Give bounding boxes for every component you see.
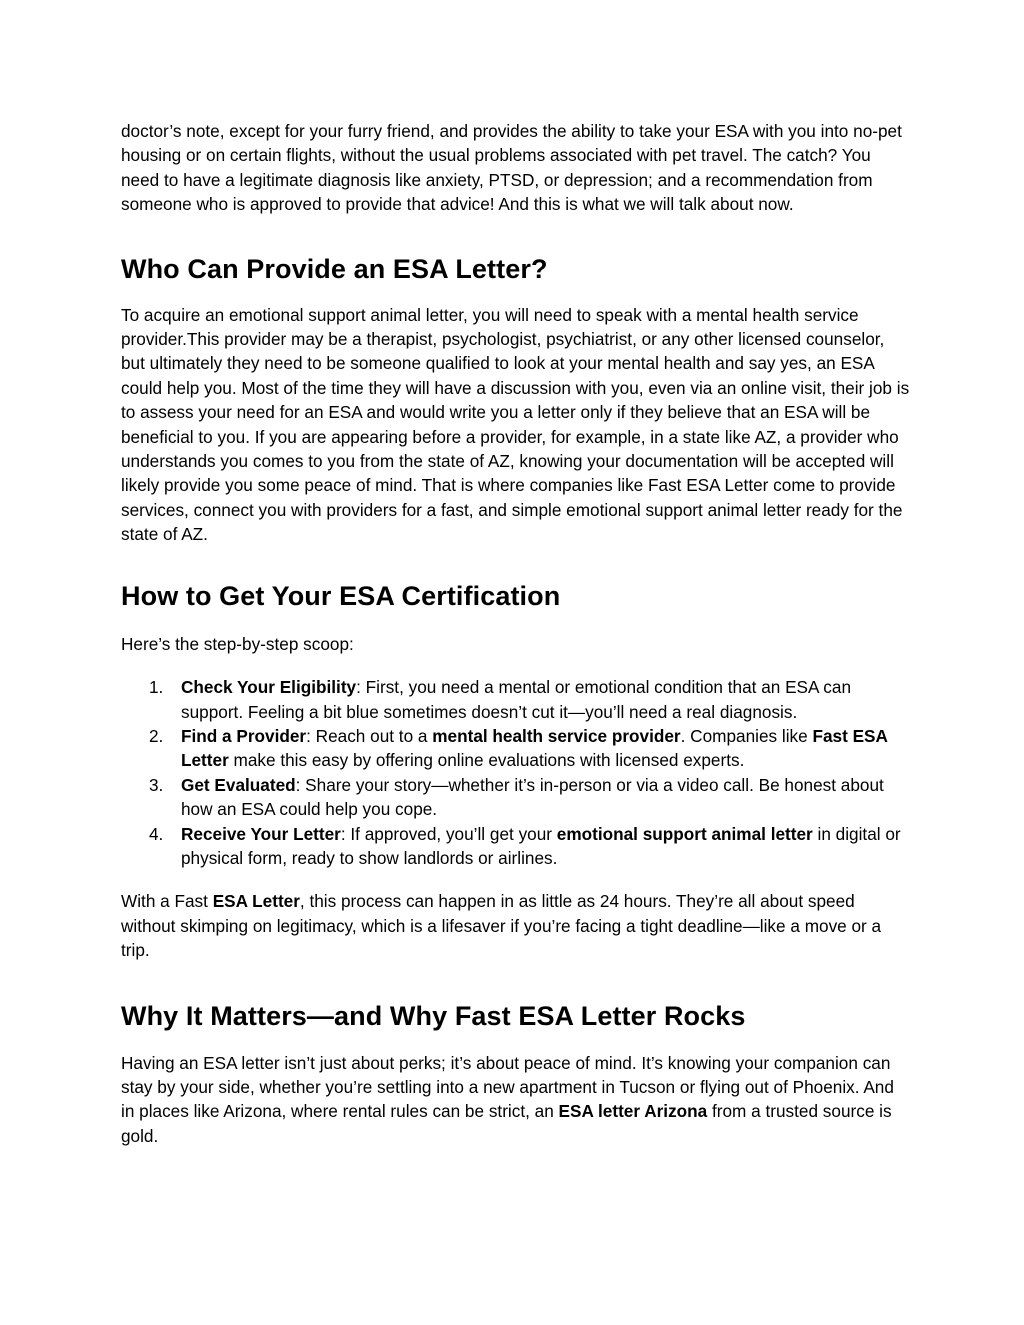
- why-it-matters-heading: Why It Matters—and Why Fast ESA Letter Rocks: [121, 1000, 746, 1031]
- how-to-get-heading: How to Get Your ESA Certification: [121, 580, 561, 611]
- step-title: Receive Your Letter: [181, 823, 341, 844]
- closing-text: With a Fast: [121, 891, 213, 912]
- step-text: : First, you need a mental or emotional condition that an ESA can support. Feeling a bit blue sometimes doesn’t cut it—you’ll need a real diagnosis.: [181, 677, 852, 722]
- list-item: [121, 675, 911, 724]
- why-it-matters-paragraph: [121, 1051, 911, 1149]
- step-text: : Share your story—whether it’s in-person or via a video call. Be honest about how an ESA could help you cope.: [181, 774, 884, 820]
- step-text: in digital or physical form, ready to show landlords or airlines.: [181, 823, 901, 868]
- closing-text: , this process can happen in as little as 24 hours. They’re all about speed without skimping on legitimacy, which is a lifesaver if you’re facing a tight deadline—like a move or a trip.: [121, 891, 882, 961]
- list-number: 3.: [149, 774, 164, 795]
- document-page: [121, 119, 911, 1148]
- list-item: [121, 724, 911, 773]
- who-can-provide-heading: Who Can Provide an ESA Letter?: [121, 253, 548, 284]
- why-bold-text: ESA letter Arizona: [558, 1101, 708, 1122]
- why-text: from a trusted source is gold.: [121, 1101, 892, 1146]
- list-item: [121, 822, 911, 871]
- step-text: . Companies like: [680, 725, 813, 746]
- step-text: : Reach out to a: [306, 725, 433, 746]
- step-text: make this easy by offering online evaluations with licensed experts.: [228, 750, 745, 771]
- closing-paragraph: [121, 889, 911, 962]
- intro-paragraph: doctor’s note, except for your furry friend, and provides the ability to take your ESA with you into no-pet housing or on certain flights, without the usual problems associated with pet travel. The catch? You need to have a legitimate diagnosis like anxiety, PTSD, or depression; and a recommendation from someone who is approved to provide that advice! And this is what we will talk about now.: [121, 121, 902, 215]
- list-item: [121, 773, 911, 822]
- step-bold-text: mental health service provider: [432, 725, 681, 746]
- step-bold-text: Fast ESA Letter: [181, 725, 888, 771]
- step-bold-text: emotional support animal letter: [556, 823, 813, 844]
- step-title: Check Your Eligibility: [181, 677, 357, 698]
- step-text: : If approved, you’ll get your: [340, 823, 557, 844]
- why-text: Having an ESA letter isn’t just about perks; it’s about peace of mind. It’s knowing your companion can stay by your side, whether you’re settling into a new apartment in Tucson or flying out of Phoenix. And in places like Arizona, where rental rules can be strict, an: [121, 1052, 894, 1122]
- step-title: Find a Provider: [181, 725, 307, 746]
- who-can-provide-paragraph: To acquire an emotional support animal letter, you will need to speak with a mental health service provider.This provider may be a therapist, psychologist, psychiatrist, or any other licensed counselor, but ultimately they need to be someone qualified to look at your mental health and say yes, an ESA could help you. Most of the time they will have a discussion with you, even via an online visit, their job is to assess your need for an ESA and would write you a letter only if they believe that an ESA will be beneficial to you. If you are appearing before a provider, for example, in a state like AZ, a provider who understands you comes to you from the state of AZ, knowing your documentation will be accepted will likely provide you some peace of mind. That is where companies like Fast ESA Letter come to provide services, connect you with providers for a fast, and simple emotional support animal letter ready for the state of AZ.: [121, 304, 910, 545]
- closing-bold-text: ESA Letter: [212, 891, 300, 912]
- list-number: 1.: [149, 677, 164, 698]
- list-number: 2.: [149, 725, 164, 746]
- list-number: 4.: [149, 823, 164, 844]
- step-title: Get Evaluated: [181, 774, 296, 795]
- how-to-get-lead: Here’s the step-by-step scoop:: [121, 633, 354, 654]
- steps-list: [121, 675, 911, 870]
